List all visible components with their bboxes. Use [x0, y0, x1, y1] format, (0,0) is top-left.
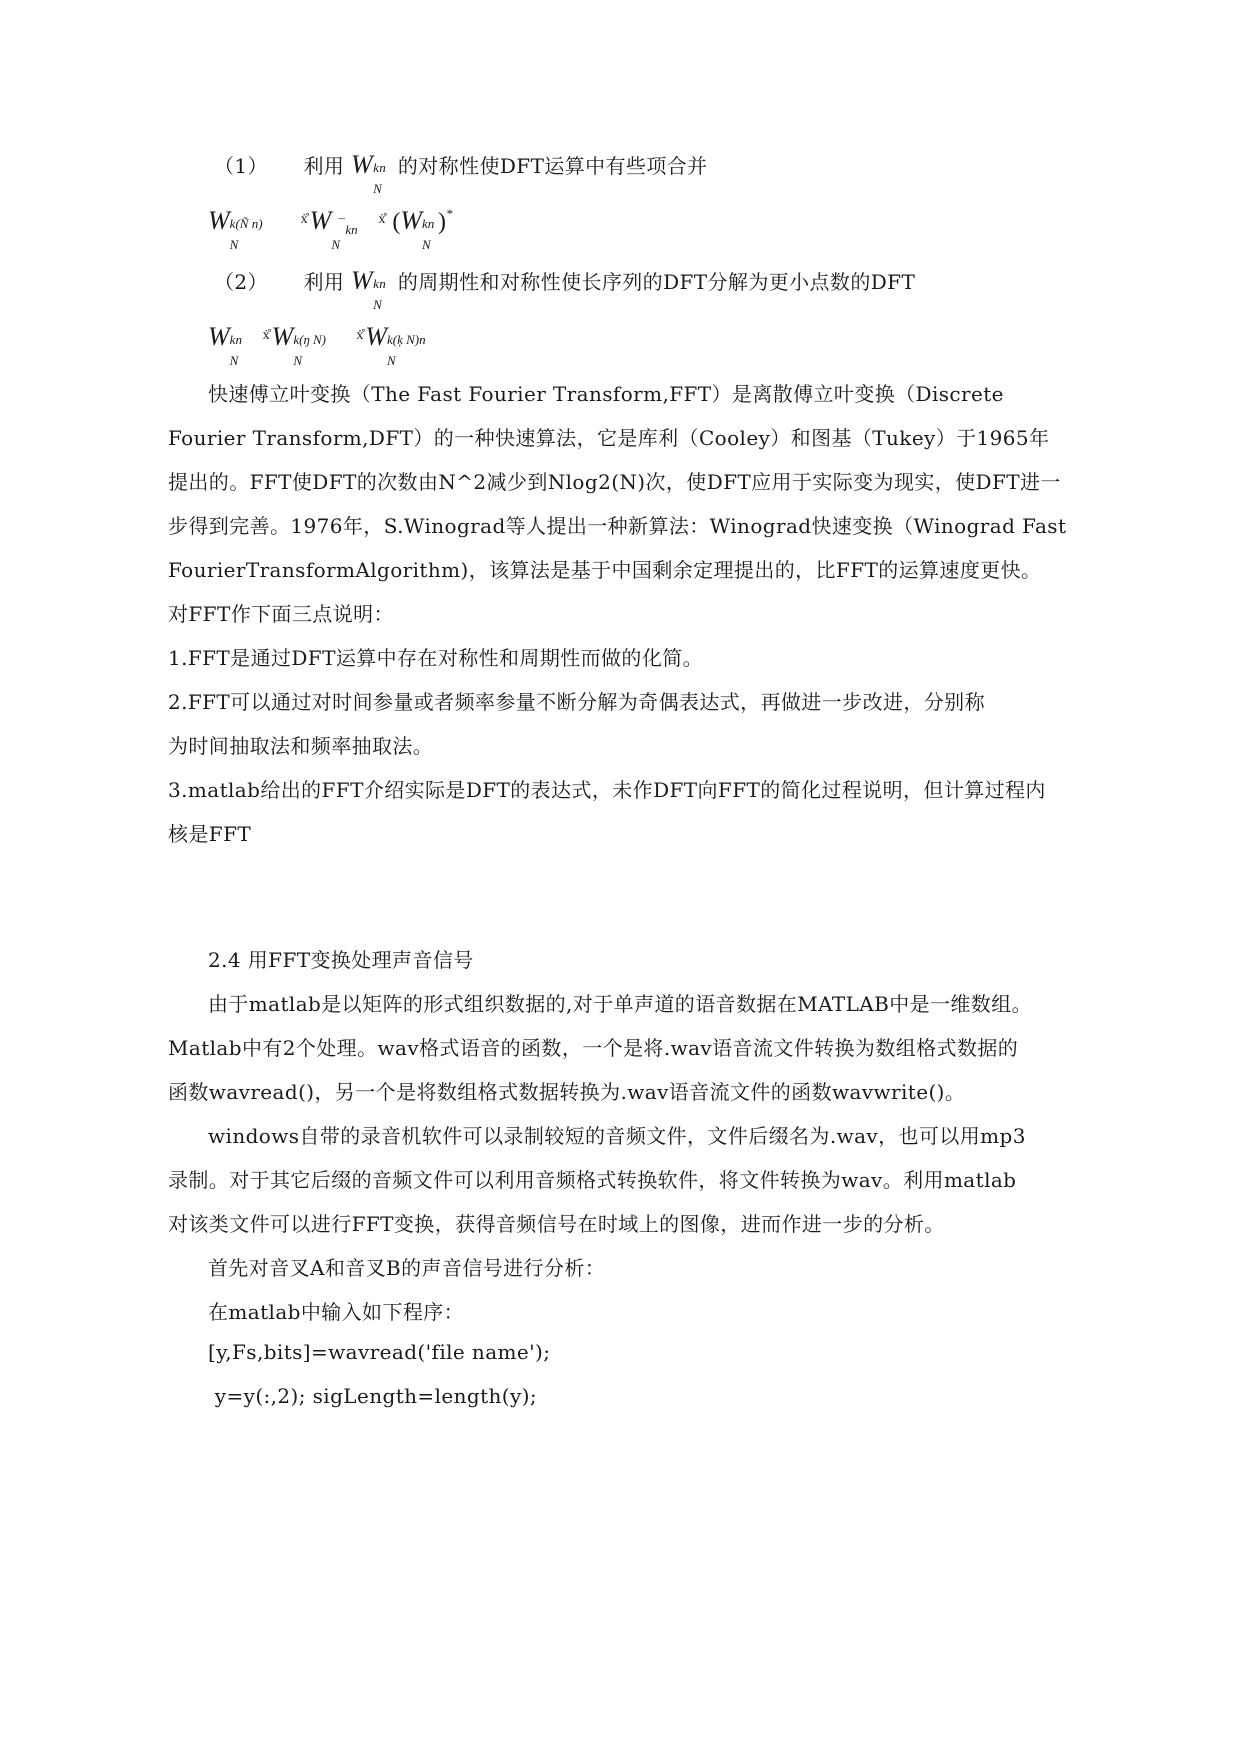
- note-1: 1.FFT是通过DFT运算中存在对称性和周期性而做的化简。: [168, 646, 704, 670]
- item-text-before: 利用: [303, 154, 345, 178]
- item-marker: （1）: [214, 154, 268, 178]
- para-fft-line-2: Fourier Transform,DFT）的一种快速算法，它是库利（Cooley）和图基（Tukey）于1965年: [168, 426, 1050, 450]
- para-fft-line-6: 对FFT作下面三点说明：: [168, 602, 394, 626]
- formula-periodicity: W kn N $^{ẋ̊}$W k(ŋ N) N $^{ẋ̊}$W k(ķ N)n N: [208, 322, 426, 368]
- item-text-after: 的对称性使DFT运算中有些项合并: [397, 154, 708, 178]
- note-2-line-2: 为时间抽取法和频率抽取法。: [168, 734, 434, 758]
- note-2-line-1: 2.FFT可以通过对时间参量或者频率参量不断分解为奇偶表达式，再做进一步改进，分别称: [168, 690, 985, 714]
- para-matlab-line-2: Matlab中有2个处理。wav格式语音的函数，一个是将.wav语音流文件转换为数组格式数据的: [168, 1036, 1019, 1060]
- item-text-before: 利用: [303, 270, 345, 294]
- item-marker: （2）: [214, 270, 268, 294]
- w-symbol: W kn N: [351, 150, 387, 196]
- para-matlab-line-3: 函数wavread()，另一个是将数组格式数据转换为.wav语音流文件的函数wavwrite()。: [168, 1080, 966, 1104]
- intro-program: 在matlab中输入如下程序：: [208, 1300, 465, 1324]
- intro-analysis: 首先对音叉A和音叉B的声音信号进行分析：: [208, 1256, 606, 1280]
- w-symbol: W kn N: [351, 266, 387, 312]
- note-3-line-2: 核是FFT: [168, 822, 252, 846]
- para-windows-line-2: 录制。对于其它后缀的音频文件可以利用音频格式转换软件，将文件转换为wav。利用matlab: [168, 1168, 1017, 1192]
- item-text-after: 的周期性和对称性使长序列的DFT分解为更小点数的DFT: [397, 270, 916, 294]
- para-fft-line-5: FourierTransformAlgorithm)，该算法是基于中国剩余定理提出的，比FFT的运算速度更快。: [168, 558, 1042, 582]
- code-line-1: [y,Fs,bits]=wavread('file name');: [208, 1340, 551, 1364]
- para-windows-line-3: 对该类文件可以进行FFT变换，获得音频信号在时域上的图像，进而作进一步的分析。: [168, 1212, 945, 1236]
- para-fft-line-4: 步得到完善。1976年，S.Winograd等人提出一种新算法：Winograd快速变换（Winograd Fast: [168, 514, 1067, 538]
- code-line-2: y=y(:,2); sigLength=length(y);: [208, 1384, 538, 1408]
- para-fft-line-1: 快速傅立叶变换（The Fast Fourier Transform,FFT）是离散傅立叶变换（Discrete: [208, 382, 1004, 406]
- list-item-1: [214, 150, 708, 196]
- list-item-2: [214, 266, 916, 312]
- note-3-line-1: 3.matlab给出的FFT介绍实际是DFT的表达式，未作DFT向FFT的简化过程说明，但计算过程内: [168, 778, 1046, 802]
- para-windows-line-1: windows自带的录音机软件可以录制较短的音频文件，文件后缀名为.wav，也可以用mp3: [208, 1124, 1026, 1148]
- formula-symmetry: W k(Ñ n) N $^{ẋ̊}$W ¯ N kn $^{ẋ̊}$ (W kn N )*: [208, 206, 453, 252]
- para-matlab-line-1: 由于matlab是以矩阵的形式组织数据的,对于单声道的语音数据在MATLAB中是一维数组。: [208, 992, 1032, 1016]
- section-heading: 2.4 用FFT变换处理声音信号: [208, 948, 474, 972]
- para-fft-line-3: 提出的。FFT使DFT的次数由N^2减少到Nlog2(N)次，使DFT应用于实际变为现实，使DFT进一: [168, 470, 1061, 494]
